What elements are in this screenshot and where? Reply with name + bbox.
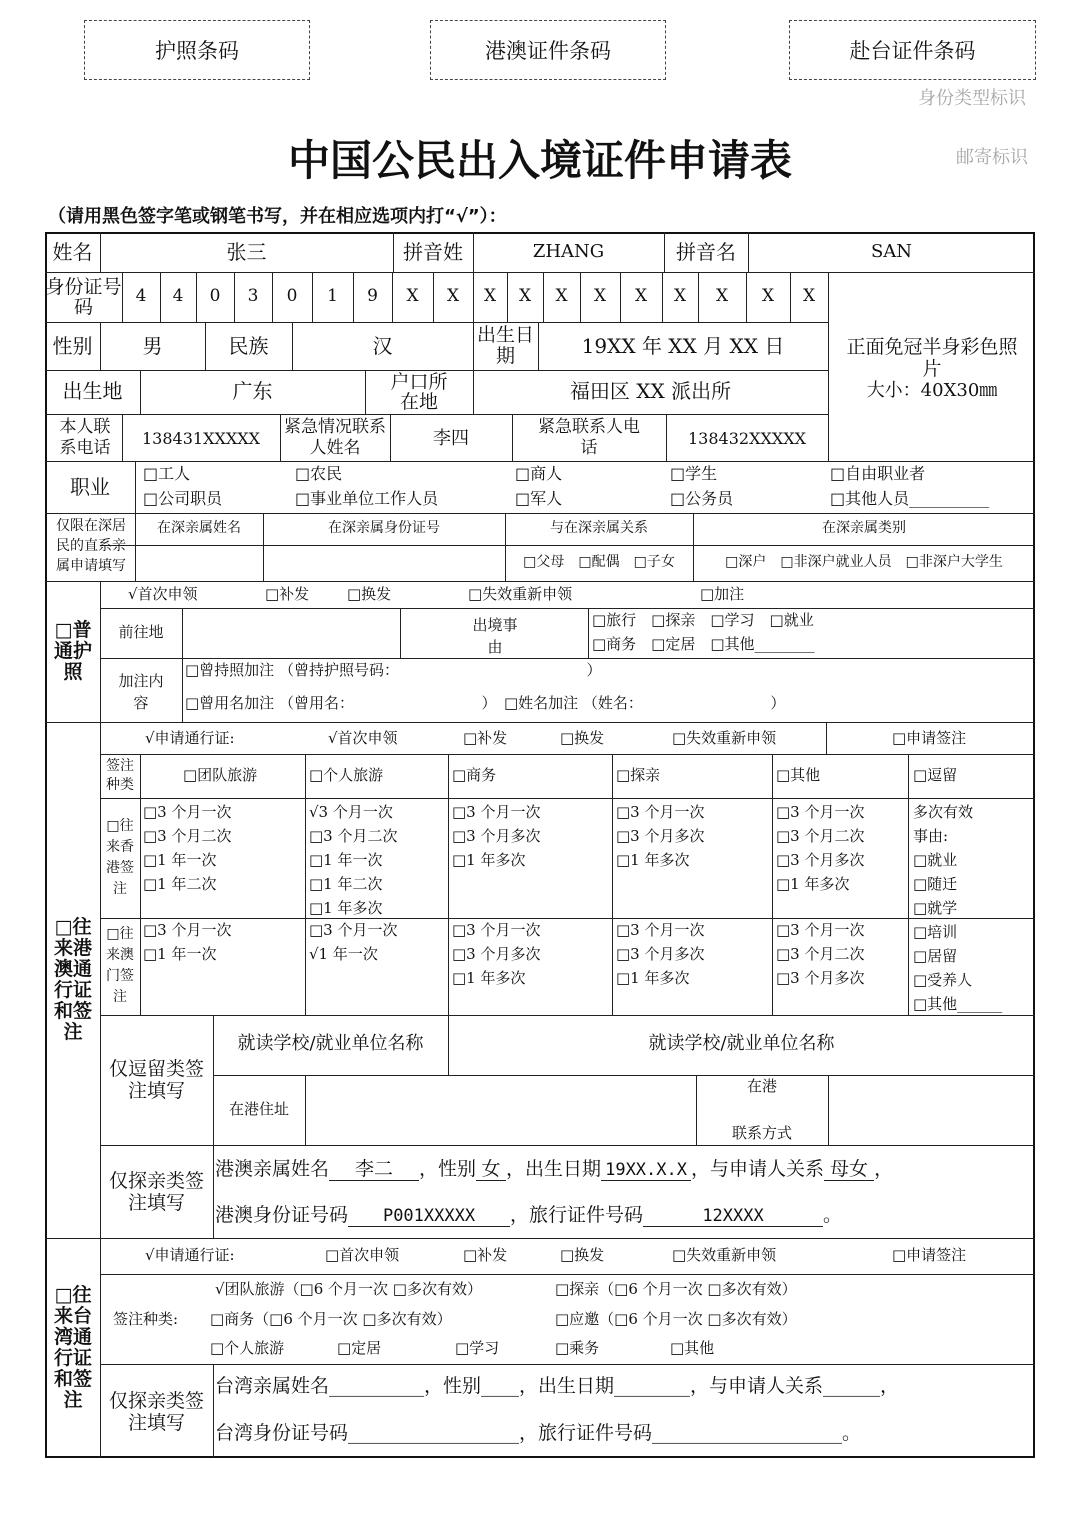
- birth-date-label: 出生日期: [476, 324, 534, 367]
- id-digit-cell[interactable]: X: [446, 286, 460, 306]
- visa-type-family-visit[interactable]: □探亲: [616, 766, 661, 784]
- passport-endorse-checkbox[interactable]: □加注: [700, 585, 745, 603]
- grid-line: [45, 722, 1035, 723]
- stay-reason-option[interactable]: □受养人: [913, 971, 973, 989]
- taiwan-section-label[interactable]: □往来台湾通行证和签注: [53, 1284, 92, 1411]
- hk-visa-label[interactable]: □往来香港签注: [106, 818, 134, 897]
- hkmo-travel-doc-field[interactable]: 12XXXX: [643, 1208, 823, 1227]
- macau-visa-option[interactable]: □1 年多次: [616, 969, 690, 987]
- occupation-freelancer-checkbox[interactable]: □自由职业者: [830, 464, 926, 483]
- school-employer-label: 就读学校/就业单位名称: [237, 1033, 424, 1054]
- passport-barcode-box: [84, 20, 310, 80]
- shenzhen-relation-options[interactable]: □父母 □配偶 □子女: [523, 554, 675, 570]
- macau-visa-label[interactable]: □往来澳门签注: [106, 926, 134, 1005]
- hk-visa-option[interactable]: □1 年多次: [776, 875, 850, 893]
- passport-renew-checkbox[interactable]: □换发: [347, 585, 392, 603]
- occupation-soldier-checkbox[interactable]: □军人: [515, 489, 563, 508]
- taiwan-visa-type-label: 签注种类:: [113, 1310, 179, 1328]
- birth-date-field[interactable]: 19XX 年 XX 月 XX 日: [581, 334, 785, 358]
- hkmo-relative-birth-label: ，出生日期: [506, 1158, 602, 1180]
- taiwan-other-option[interactable]: □其他: [670, 1339, 715, 1357]
- hk-visa-option[interactable]: √3 个月一次: [309, 803, 393, 821]
- passport-barcode-label: 护照条码: [155, 39, 239, 63]
- grid-line: [135, 461, 136, 513]
- taiwan-invited-option[interactable]: □应邀（□6 个月一次 □多次有效）: [555, 1310, 797, 1328]
- grid-line: [100, 608, 1035, 609]
- hkmo-relative-id-label: 港澳身份证号码: [215, 1204, 349, 1226]
- photo-size: 大小：40X30㎜: [866, 380, 998, 401]
- hk-visa-option[interactable]: □3 个月一次: [776, 803, 865, 821]
- stay-reason-option[interactable]: □培训: [913, 923, 958, 941]
- taiwan-barcode-label: 赴台证件条码: [849, 39, 976, 63]
- name-label: 姓名: [52, 240, 93, 264]
- hkmo-line2-period: 。: [823, 1204, 843, 1226]
- taiwan-individual-tour-option[interactable]: □个人旅游: [210, 1339, 285, 1357]
- grid-line: [908, 754, 909, 1015]
- visa-type-other[interactable]: □其他: [776, 766, 821, 784]
- id-digit-cell[interactable]: X: [593, 286, 607, 306]
- grid-line: [213, 1075, 1035, 1076]
- gender-field[interactable]: 男: [142, 334, 163, 358]
- stay-reason-option[interactable]: □就学: [913, 899, 958, 917]
- hkmo-relative-line1: [215, 1160, 893, 1181]
- hkmo-relative-gender-label: ，性别: [419, 1158, 477, 1180]
- grid-line: [140, 754, 141, 1015]
- hkmo-relative-gender-field[interactable]: 女: [476, 1160, 506, 1181]
- phone-field[interactable]: 138431XXXXX: [141, 429, 261, 448]
- emergency-contact-phone-label: 紧急联系人电话: [538, 417, 640, 458]
- visa-type-stay[interactable]: □逗留: [913, 766, 958, 784]
- hkmo-relative-birth-field[interactable]: 19XX.X.X: [601, 1162, 691, 1181]
- shenzhen-relative-type-header: 在深亲属类别: [822, 520, 906, 536]
- hkmo-renew-checkbox[interactable]: □换发: [560, 729, 605, 747]
- shenzhen-relation-header: 与在深亲属关系: [550, 520, 648, 536]
- id-digit-cell[interactable]: 4: [135, 286, 147, 306]
- occupation-civil-servant-checkbox[interactable]: □公务员: [670, 489, 734, 508]
- grid-line: [365, 370, 366, 414]
- visa-type-business[interactable]: □商务: [452, 766, 497, 784]
- id-digit-cell[interactable]: X: [802, 286, 816, 306]
- hukou-label: 户口所在地: [390, 371, 448, 413]
- occupation-student-checkbox[interactable]: □学生: [670, 464, 718, 483]
- hkmo-barcode-box: [430, 20, 666, 80]
- hkmo-travel-doc-label: ，旅行证件号码: [510, 1204, 644, 1226]
- grid-line: [828, 1075, 829, 1145]
- grid-line: [280, 414, 281, 461]
- pinyin-surname-label: 拼音姓: [403, 240, 463, 264]
- hk-contact-label-line2: 联系方式: [731, 1124, 792, 1142]
- id-type-mark: 身份类型标识: [918, 88, 1026, 109]
- grid-line: [100, 1015, 1035, 1016]
- shenzhen-relative-type-options[interactable]: □深户 □非深户就业人员 □非深户大学生: [725, 554, 1003, 570]
- id-digit-cell[interactable]: 3: [247, 286, 259, 306]
- grid-line: [213, 1364, 214, 1458]
- grid-line: [400, 608, 401, 658]
- grid-line: [100, 918, 1035, 919]
- form-title: 中国公民出入境证件申请表: [287, 136, 792, 185]
- taiwan-visit-only-label: 仅探亲类签注填写: [108, 1390, 204, 1434]
- macau-visa-option[interactable]: □1 年多次: [452, 969, 526, 987]
- birthplace-field[interactable]: 广东: [232, 379, 273, 403]
- id-digit-cell[interactable]: X: [715, 286, 729, 306]
- hk-visa-option[interactable]: □3 个月一次: [452, 803, 541, 821]
- hkmo-section-label[interactable]: □往来港澳通行证和签注: [53, 916, 92, 1043]
- id-digit-cell[interactable]: X: [761, 286, 775, 306]
- grid-line: [45, 414, 828, 415]
- macau-visa-option[interactable]: □3 个月多次: [776, 969, 865, 987]
- hk-visa-option[interactable]: □3 个月多次: [616, 827, 705, 845]
- shenzhen-relatives-label: 仅限在深居民的直系亲属申请填写: [56, 518, 126, 574]
- exit-reason-options-row1[interactable]: □旅行 □探亲 □学习 □就业: [592, 611, 814, 629]
- id-digit-cell[interactable]: 0: [209, 286, 221, 306]
- exit-reason-label: 出境事由: [472, 616, 518, 656]
- grid-line: [100, 1364, 1035, 1365]
- id-digit-cell[interactable]: 1: [327, 286, 338, 306]
- macau-visa-option[interactable]: □3 个月一次: [309, 921, 398, 939]
- hk-visa-option[interactable]: □3 个月多次: [452, 827, 541, 845]
- taiwan-settle-option[interactable]: □定居: [337, 1339, 382, 1357]
- hkmo-permit-checkbox[interactable]: √申请通行证:: [145, 729, 235, 747]
- taiwan-barcode-box: [789, 20, 1036, 80]
- passport-reissue-checkbox[interactable]: □补发: [265, 585, 310, 603]
- hk-visa-option[interactable]: □1 年二次: [309, 875, 383, 893]
- macau-visa-option[interactable]: □3 个月一次: [452, 921, 541, 939]
- hkmo-relative-name-label: 港澳亲属姓名: [215, 1158, 330, 1180]
- mail-mark: 邮寄标识: [956, 147, 1028, 168]
- taiwan-first-apply-checkbox[interactable]: □首次申领: [325, 1246, 400, 1264]
- passport-expired-reapply-checkbox[interactable]: □失效重新申领: [468, 585, 573, 603]
- occupation-merchant-checkbox[interactable]: □商人: [515, 464, 563, 483]
- taiwan-group-tour-option[interactable]: √团队旅游（□6 个月一次 □多次有效）: [215, 1280, 482, 1298]
- exit-reason-options-row2[interactable]: □商务 □定居 □其他________: [592, 635, 815, 653]
- ethnicity-field[interactable]: 汉: [372, 334, 393, 358]
- photo-instruction: 正面免冠半身彩色照片: [846, 336, 1018, 380]
- birthplace-label: 出生地: [62, 379, 123, 403]
- macau-visa-option[interactable]: □3 个月多次: [452, 945, 541, 963]
- form-instruction: （请用黑色签字笔或钢笔书写，并在相应选项内打“√”）：: [48, 206, 507, 227]
- grid-line: [100, 581, 101, 1238]
- hkmo-relative-id-field[interactable]: P001XXXXX: [348, 1208, 510, 1227]
- occupation-other-checkbox[interactable]: □其他人员__________: [830, 489, 990, 508]
- taiwan-relative-line2[interactable]: 台湾身份证号码__________________，旅行证件号码____________________。: [215, 1422, 862, 1444]
- id-digit-cell[interactable]: X: [634, 286, 648, 306]
- hkmo-expired-reapply-checkbox[interactable]: □失效重新申领: [672, 729, 777, 747]
- id-digit-cell[interactable]: X: [483, 286, 497, 306]
- grid-line: [45, 581, 1035, 582]
- grid-line: [100, 1274, 1035, 1275]
- hk-visa-option[interactable]: □3 个月多次: [776, 851, 865, 869]
- id-digit-cell[interactable]: X: [406, 286, 419, 306]
- emergency-contact-phone-field[interactable]: 138432XXXXX: [687, 429, 807, 448]
- hk-visa-option[interactable]: □1 年多次: [616, 851, 690, 869]
- occupation-public-institution-checkbox[interactable]: □事业单位工作人员: [295, 489, 439, 508]
- macau-visa-option[interactable]: □3 个月一次: [776, 921, 865, 939]
- visa-type-group-tour[interactable]: □团队旅游: [183, 766, 258, 784]
- passport-first-apply-checkbox[interactable]: √首次申领: [128, 585, 198, 603]
- grid-line: [305, 1075, 306, 1145]
- hk-visa-option[interactable]: □3 个月一次: [616, 803, 705, 821]
- hk-visa-option[interactable]: □3 个月二次: [309, 827, 398, 845]
- stay-only-label: 仅逗留类签注填写: [108, 1058, 204, 1102]
- former-passport-endorse-line[interactable]: □曾持照加注 （曾持护照号码： ）: [185, 661, 602, 679]
- pinyin-given-field[interactable]: SAN: [870, 241, 913, 262]
- grid-line: [305, 754, 306, 1015]
- id-digit-cell[interactable]: X: [518, 286, 532, 306]
- hkmo-relative-relation-label: ，与申请人关系: [691, 1158, 825, 1180]
- hk-visa-option[interactable]: □1 年二次: [143, 875, 217, 893]
- grid-line: [100, 754, 1035, 755]
- macau-visa-option[interactable]: □3 个月一次: [143, 921, 232, 939]
- grid-line: [100, 1145, 1035, 1146]
- grid-line: [512, 414, 513, 461]
- hk-visa-option[interactable]: □1 年多次: [309, 899, 383, 917]
- hk-address-label: 在港住址: [228, 1100, 289, 1118]
- grid-line: [45, 1238, 1035, 1239]
- hk-visa-option[interactable]: □3 个月二次: [776, 827, 865, 845]
- grid-line: [100, 658, 1035, 659]
- passport-section-label[interactable]: □普通护照: [53, 619, 92, 683]
- hk-visa-option[interactable]: □3 个月一次: [143, 803, 232, 821]
- occupation-farmer-checkbox[interactable]: □农民: [295, 464, 343, 483]
- pinyin-given-label: 拼音名: [676, 240, 736, 264]
- hk-contact-label-line1: 在港: [746, 1077, 777, 1095]
- emergency-contact-name-field[interactable]: 李四: [433, 428, 469, 449]
- id-digit-cell[interactable]: 4: [172, 286, 184, 306]
- taiwan-relative-line1[interactable]: 台湾亲属姓名__________，性别____，出生日期________，与申请人关系______，: [215, 1375, 900, 1397]
- occupation-employee-checkbox[interactable]: □公司职员: [143, 489, 223, 508]
- grid-line: [588, 608, 589, 658]
- grid-line: [826, 722, 827, 754]
- taiwan-visa-apply-checkbox[interactable]: □申请签注: [892, 1246, 967, 1264]
- macau-visa-option[interactable]: □3 个月多次: [616, 945, 705, 963]
- taiwan-renew-checkbox[interactable]: □换发: [560, 1246, 605, 1264]
- macau-visa-option[interactable]: √1 年一次: [309, 945, 378, 963]
- visa-type-individual-tour[interactable]: □个人旅游: [309, 766, 384, 784]
- grid-line: [45, 513, 1035, 514]
- name-field[interactable]: 张三: [226, 240, 267, 264]
- endorse-content-label: 加注内容: [118, 672, 164, 712]
- id-number-label: 身份证号码: [45, 276, 122, 318]
- id-digit-cell[interactable]: X: [673, 286, 687, 306]
- former-name-endorse-line[interactable]: □曾用名加注 （曾用名： ） □姓名加注 （姓名： ）: [185, 694, 786, 712]
- taiwan-business-option[interactable]: □商务（□6 个月一次 □多次有效）: [210, 1310, 452, 1328]
- emergency-contact-name-label: 紧急情况联系人姓名: [284, 417, 386, 458]
- stay-reason-option[interactable]: □居留: [913, 947, 958, 965]
- stay-reason-option: 多次有效: [913, 803, 974, 821]
- grid-line: [828, 272, 829, 461]
- grid-line: [45, 461, 1035, 462]
- macau-visa-option[interactable]: □3 个月二次: [776, 945, 865, 963]
- hkmo-barcode-label: 港澳证件条码: [485, 39, 611, 63]
- hk-visa-option[interactable]: □3 个月二次: [143, 827, 232, 845]
- macau-visa-option[interactable]: □3 个月一次: [616, 921, 705, 939]
- grid-line: [448, 754, 449, 1015]
- hk-visa-option[interactable]: □1 年一次: [143, 851, 217, 869]
- hkmo-line1-comma: ，: [874, 1158, 894, 1180]
- taiwan-study-option[interactable]: □学习: [455, 1339, 500, 1357]
- occupation-label: 职业: [70, 475, 110, 499]
- occupation-worker-checkbox[interactable]: □工人: [143, 464, 191, 483]
- destination-label: 前往地: [118, 623, 164, 641]
- stay-reason-option[interactable]: □其他______: [913, 995, 1003, 1013]
- grid-line: [45, 322, 828, 323]
- shenzhen-relative-id-header: 在深亲属身份证号: [328, 520, 440, 536]
- hk-visa-option[interactable]: □1 年一次: [309, 851, 383, 869]
- macau-visa-option[interactable]: □1 年一次: [143, 945, 217, 963]
- hkmo-visa-apply-checkbox[interactable]: □申请签注: [892, 729, 967, 747]
- grid-line: [45, 272, 1035, 273]
- phone-label: 本人联系电话: [59, 417, 111, 458]
- grid-line: [100, 798, 1035, 799]
- hukou-field[interactable]: 福田区 XX 派出所: [569, 379, 732, 403]
- grid-line: [612, 754, 613, 1015]
- hkmo-relative-line2: [215, 1206, 842, 1227]
- id-digit-cell[interactable]: 0: [286, 286, 298, 306]
- taiwan-family-visit-option[interactable]: □探亲（□6 个月一次 □多次有效）: [555, 1280, 797, 1298]
- ethnicity-label: 民族: [228, 334, 269, 358]
- id-digit-cell[interactable]: 9: [367, 286, 378, 306]
- shenzhen-relative-name-header: 在深亲属姓名: [157, 520, 241, 536]
- taiwan-reissue-checkbox[interactable]: □补发: [463, 1246, 508, 1264]
- stay-reason-option[interactable]: □就业: [913, 851, 958, 869]
- taiwan-permit-checkbox[interactable]: √申请通行证:: [145, 1246, 235, 1264]
- grid-line: [100, 545, 1035, 546]
- gender-label: 性别: [52, 334, 93, 358]
- pinyin-surname-field[interactable]: ZHANG: [532, 241, 605, 262]
- hkmo-first-apply-checkbox[interactable]: √首次申领: [328, 729, 398, 747]
- stay-reason-option[interactable]: □随迁: [913, 875, 958, 893]
- taiwan-expired-reapply-checkbox[interactable]: □失效重新申领: [672, 1246, 777, 1264]
- hkmo-relative-relation-field[interactable]: 母女: [824, 1160, 874, 1181]
- hk-visa-option[interactable]: □1 年多次: [452, 851, 526, 869]
- hkmo-reissue-checkbox[interactable]: □补发: [463, 729, 508, 747]
- hkmo-visit-only-label: 仅探亲类签注填写: [108, 1170, 204, 1214]
- taiwan-crew-option[interactable]: □乘务: [555, 1339, 600, 1357]
- id-digit-cell[interactable]: X: [555, 286, 568, 306]
- hkmo-visa-type-label: 签注种类: [106, 758, 134, 793]
- grid-line: [182, 608, 183, 722]
- stay-reason-option: 事由:: [913, 827, 949, 845]
- hkmo-relative-name-field[interactable]: 李二: [329, 1160, 419, 1181]
- school-employer-field[interactable]: 就读学校/就业单位名称: [648, 1033, 835, 1054]
- grid-line: [772, 754, 773, 1015]
